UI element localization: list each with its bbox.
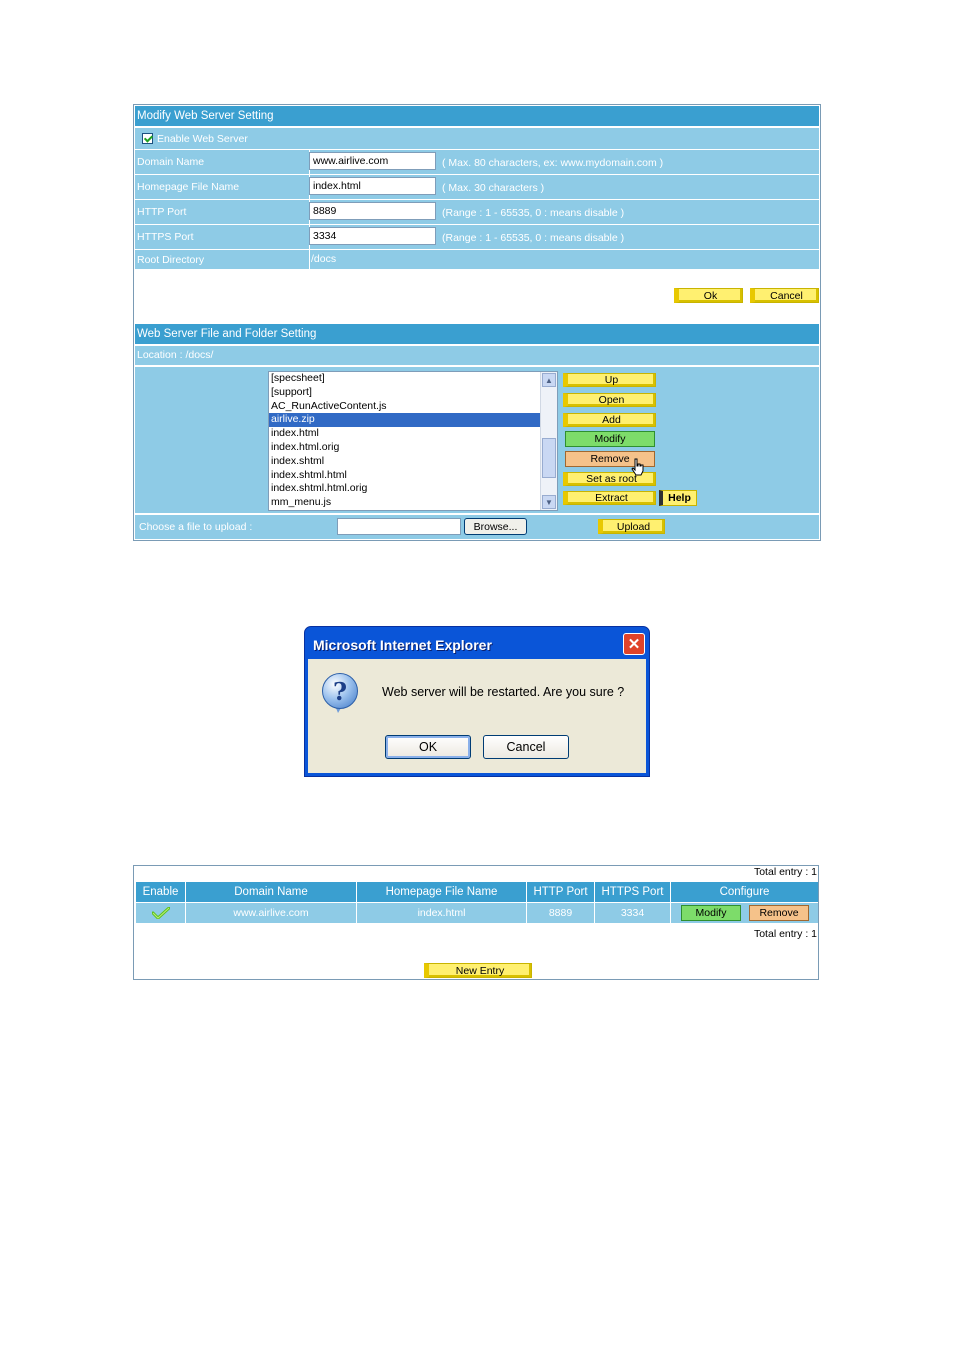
upload-row	[135, 515, 819, 539]
list-item[interactable]: mm_menu.js	[271, 496, 332, 509]
col-enable: Enable	[136, 882, 186, 902]
col-configure: Configure	[719, 886, 770, 898]
web-server-list-panel	[133, 865, 819, 980]
root-directory-row	[135, 250, 819, 269]
list-item[interactable]: index.shtml	[271, 454, 325, 467]
row-remove-button[interactable]: Remove	[749, 905, 809, 921]
table-header	[136, 882, 818, 902]
list-item[interactable]: index.shtml.html	[271, 468, 347, 481]
list-item[interactable]: index.shtml.html.orig	[271, 482, 368, 495]
confirm-dialog	[304, 626, 650, 777]
list-item[interactable]: index.html.orig	[271, 440, 340, 453]
section-title: Modify Web Server Setting	[137, 110, 274, 122]
file-list[interactable]	[268, 371, 558, 511]
scroll-thumb[interactable]	[542, 438, 556, 478]
https-port-hint: (Range : 1 - 65535, 0 : means disable )	[442, 232, 625, 244]
location-label: Location : /docs/	[137, 349, 214, 361]
total-entry-top: Total entry : 1	[753, 866, 817, 878]
total-entry-bottom: Total entry : 1	[753, 928, 817, 940]
list-item[interactable]: AC_RunActiveContent.js	[271, 399, 387, 412]
up-button[interactable]: Up	[563, 373, 656, 387]
section-header-modify	[135, 106, 819, 126]
list-item[interactable]: index.html	[271, 427, 319, 440]
col-homepage: Homepage File Name	[357, 882, 527, 902]
https-port-label: HTTPS Port	[137, 231, 194, 243]
list-item[interactable]: [support]	[271, 385, 312, 398]
col-domain: Domain Name	[186, 882, 357, 902]
row-modify-button[interactable]: Modify	[681, 905, 741, 921]
https-port-row	[135, 225, 819, 249]
location-row	[135, 346, 819, 365]
modify-button[interactable]: Modify	[565, 431, 655, 447]
checkmark-icon	[152, 907, 170, 919]
enable-label: Enable Web Server	[157, 133, 248, 145]
set-as-root-button[interactable]: Set as root	[563, 472, 656, 486]
domain-name-label: Domain Name	[137, 156, 205, 168]
scroll-up-icon[interactable]: ▲	[542, 373, 556, 387]
domain-name-input[interactable]: www.airlive.com	[309, 152, 436, 170]
question-icon: ?	[322, 673, 358, 709]
http-port-row	[135, 200, 819, 224]
close-icon[interactable]: ✕	[623, 633, 645, 655]
extract-button[interactable]: Extract	[563, 491, 656, 505]
http-port-label: HTTP Port	[137, 206, 187, 218]
cancel-button[interactable]: Cancel	[750, 288, 819, 303]
homepage-row	[135, 175, 819, 199]
list-item[interactable]: [specsheet]	[271, 372, 325, 384]
homepage-cell: index.html	[357, 903, 527, 923]
domain-cell: www.airlive.com	[186, 903, 357, 923]
col-http-port: HTTP Port	[527, 882, 595, 902]
http-port-cell: 8889	[527, 903, 595, 923]
hand-cursor-icon	[631, 458, 645, 476]
upload-button[interactable]: Upload	[598, 519, 665, 534]
homepage-input[interactable]: index.html	[309, 177, 436, 195]
http-port-input[interactable]: 8889	[309, 202, 436, 220]
upload-label: Choose a file to upload :	[139, 521, 253, 533]
web-server-settings-panel	[133, 104, 821, 541]
dialog-ok-button[interactable]: OK	[385, 735, 471, 759]
table-row	[136, 903, 818, 923]
dialog-cancel-button[interactable]: Cancel	[483, 735, 569, 759]
list-item-selected[interactable]: airlive.zip	[269, 413, 557, 427]
dialog-body	[308, 659, 646, 773]
scroll-down-icon[interactable]: ▼	[542, 495, 556, 509]
file-section-title: Web Server File and Folder Setting	[137, 328, 317, 340]
dialog-message: Web server will be restarted. Are you sure ?	[382, 685, 625, 699]
enable-checkbox[interactable]	[142, 133, 153, 144]
domain-name-row	[135, 150, 819, 174]
root-directory-value: /docs	[311, 253, 337, 265]
file-list-scrollbar[interactable]	[540, 372, 557, 510]
upload-file-input[interactable]	[337, 518, 461, 535]
ok-button[interactable]: Ok	[674, 288, 743, 303]
https-port-cell: 3334	[595, 903, 671, 923]
dialog-title: Microsoft Internet Explorer	[313, 637, 492, 653]
open-button[interactable]: Open	[563, 393, 656, 407]
help-button[interactable]: Help	[659, 490, 697, 506]
https-port-input[interactable]: 3334	[309, 227, 436, 245]
domain-name-hint: ( Max. 80 characters, ex: www.mydomain.com )	[442, 157, 664, 169]
add-button[interactable]: Add	[563, 413, 656, 427]
homepage-label: Homepage File Name	[137, 181, 240, 193]
section-header-files	[135, 324, 819, 344]
browse-button[interactable]: Browse...	[464, 518, 527, 535]
remove-button[interactable]: Remove	[565, 451, 655, 467]
root-directory-label: Root Directory	[137, 253, 205, 266]
homepage-hint: ( Max. 30 characters )	[442, 182, 545, 194]
configure-cell	[671, 903, 818, 923]
new-entry-button[interactable]: New Entry	[424, 963, 532, 978]
col-https-port: HTTPS Port	[595, 882, 671, 902]
enable-row	[135, 128, 819, 149]
enabled-cell	[136, 903, 186, 923]
http-port-hint: (Range : 1 - 65535, 0 : means disable )	[442, 207, 625, 219]
